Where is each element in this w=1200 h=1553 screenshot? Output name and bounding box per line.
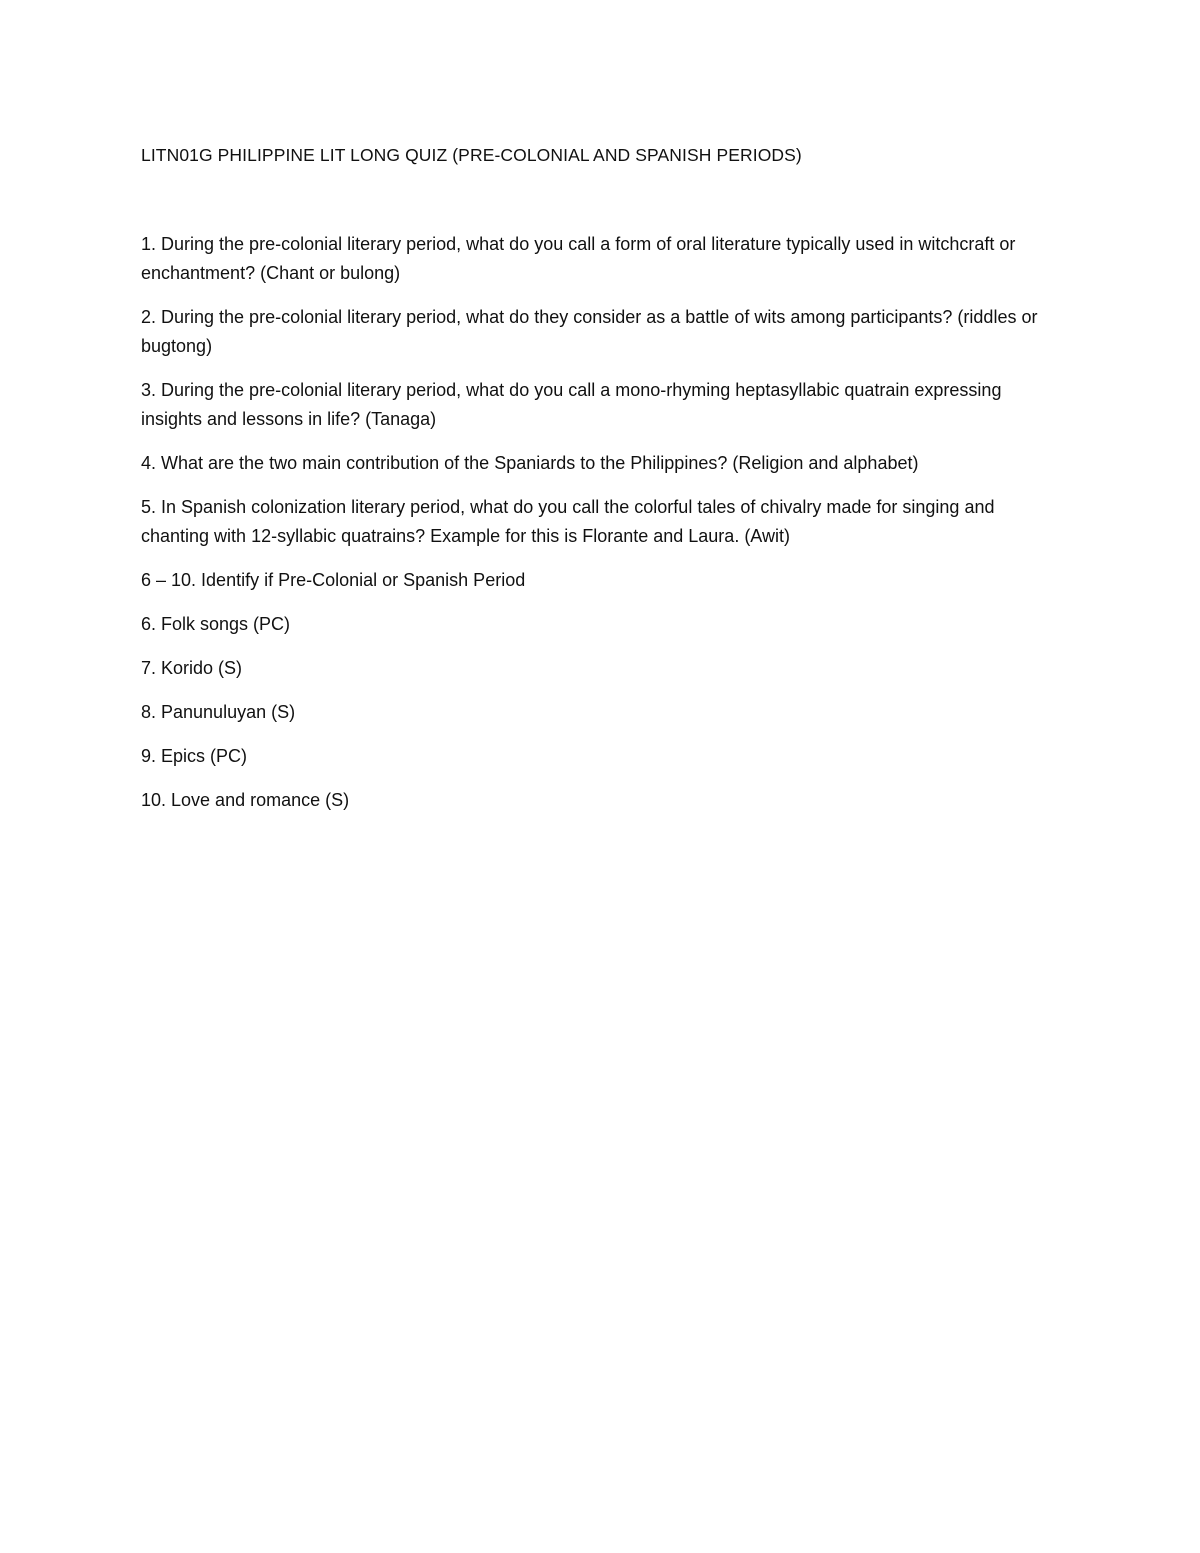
document-body [141,140,1061,830]
quiz-item-2: 2. During the pre-colonial literary period, what do they consider as a battle of wits among participants? (riddles or bugtong) [141,307,1038,356]
quiz-item-4: 4. What are the two main contribution of the Spaniards to the Philippines? (Religion and alphabet) [141,453,919,473]
document-title: LITN01G PHILIPPINE LIT LONG QUIZ (PRE-COLONIAL AND SPANISH PERIODS) [141,145,802,165]
quiz-item-3: 3. During the pre-colonial literary period, what do you call a mono-rhyming heptasyllabic quatrain expressing insights and lessons in life? (Tanaga) [141,380,1002,429]
quiz-instruction: 6 – 10. Identify if Pre-Colonial or Spanish Period [141,570,526,590]
quiz-item-5: 5. In Spanish colonization literary period, what do you call the colorful tales of chivalry made for singing and chanting with 12-syllabic quatrains? Example for this is Florante and Laura. (Awit) [141,497,995,546]
quiz-item-7: 7. Korido (S) [141,658,243,678]
quiz-item-8: 8. Panunuluyan (S) [141,702,296,722]
quiz-item-6: 6. Folk songs (PC) [141,614,291,634]
quiz-item-10: 10. Love and romance (S) [141,790,350,810]
quiz-item-9: 9. Epics (PC) [141,746,248,766]
quiz-item-1: 1. During the pre-colonial literary period, what do you call a form of oral literature typically used in witchcraft or enchantment? (Chant or bulong) [141,234,1016,283]
